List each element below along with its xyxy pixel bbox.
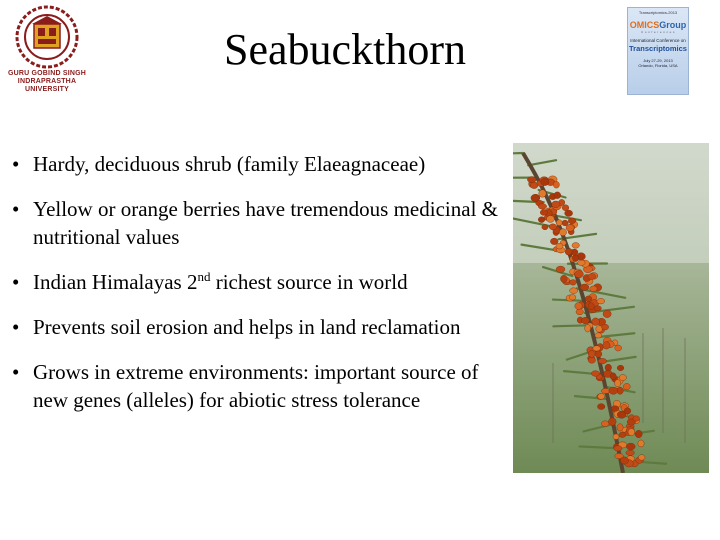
berry bbox=[591, 371, 599, 377]
bullet-text: Grows in extreme environments: important source of new genes (alleles) for abiotic stress tolerance bbox=[33, 360, 479, 412]
berry bbox=[595, 333, 602, 338]
berry bbox=[619, 375, 626, 381]
bullet-dot: • bbox=[12, 315, 20, 339]
berry bbox=[590, 286, 597, 292]
berry bbox=[602, 324, 609, 330]
berry bbox=[597, 404, 604, 410]
berry bbox=[611, 406, 619, 412]
conference-line1: International Conference on bbox=[630, 38, 686, 43]
berry bbox=[603, 342, 610, 349]
berry bbox=[578, 260, 586, 265]
berry bbox=[619, 432, 626, 437]
conference-date: July 27-29, 2013 bbox=[643, 58, 673, 63]
berry bbox=[608, 418, 616, 426]
berry bbox=[635, 430, 642, 437]
berry bbox=[598, 358, 607, 363]
bullet-list bbox=[12, 150, 502, 431]
berry-branch-image bbox=[513, 143, 709, 473]
berry bbox=[538, 217, 545, 223]
berry bbox=[588, 357, 595, 363]
bullet-item bbox=[12, 150, 502, 178]
bullet-text-pre: Indian Himalayas 2 bbox=[33, 270, 198, 294]
berry bbox=[556, 220, 562, 226]
conference-place: Orlando, Florida, USA bbox=[638, 63, 678, 68]
berry bbox=[582, 317, 590, 324]
brand-omics: OMICS bbox=[629, 20, 660, 30]
berry bbox=[549, 224, 556, 230]
berry bbox=[597, 298, 605, 304]
berry bbox=[614, 446, 622, 451]
berry bbox=[542, 225, 548, 230]
berry bbox=[580, 284, 589, 290]
berry bbox=[638, 440, 644, 447]
berry bbox=[562, 205, 569, 211]
berry bbox=[541, 178, 549, 185]
berry bbox=[531, 194, 540, 201]
berry bbox=[527, 177, 536, 183]
university-name-line1: GURU GOBIND SINGH bbox=[7, 70, 87, 77]
berry bbox=[572, 242, 579, 248]
berry bbox=[552, 201, 560, 208]
berry bbox=[623, 383, 630, 389]
bullet-item bbox=[12, 313, 502, 341]
berry bbox=[595, 351, 602, 358]
berry bbox=[626, 443, 635, 450]
berry bbox=[556, 266, 565, 272]
berry bbox=[633, 416, 640, 421]
university-name-line3: UNIVERSITY bbox=[24, 86, 69, 93]
berry bbox=[547, 216, 555, 223]
berry bbox=[572, 255, 578, 262]
berry bbox=[570, 280, 577, 286]
university-logo bbox=[4, 4, 90, 96]
bullet-dot: • bbox=[12, 360, 20, 384]
berry bbox=[565, 210, 573, 216]
slide-title: Seabuckthorn bbox=[224, 25, 466, 74]
berry bbox=[585, 296, 592, 302]
bullet-dot: • bbox=[12, 270, 20, 294]
berry bbox=[559, 229, 566, 236]
berry bbox=[550, 238, 558, 244]
berry bbox=[601, 421, 609, 427]
leaf bbox=[553, 325, 588, 326]
berry bbox=[610, 373, 616, 380]
bullet-text-post: richest source in world bbox=[210, 270, 408, 294]
berry bbox=[560, 275, 567, 282]
berry bbox=[626, 450, 635, 455]
berry bbox=[609, 387, 618, 394]
berry bbox=[638, 455, 645, 461]
berry bbox=[615, 380, 621, 387]
berry bbox=[593, 346, 601, 351]
berry bbox=[596, 326, 603, 333]
berry bbox=[565, 249, 572, 255]
university-name-line2: INDRAPRASTHA bbox=[17, 78, 77, 85]
berry bbox=[628, 429, 635, 436]
bullet-dot: • bbox=[12, 152, 20, 176]
conference-line2: Transcriptomics bbox=[629, 44, 687, 53]
bullet-text: Hardy, deciduous shrub (family Elaeagnaceae) bbox=[33, 152, 426, 176]
brand-group: Group bbox=[659, 20, 687, 30]
bullet-superscript: nd bbox=[197, 269, 211, 284]
conference-top-text: Transcriptomics-2013 bbox=[638, 10, 678, 15]
berry bbox=[554, 192, 561, 199]
berry bbox=[617, 365, 624, 371]
berry bbox=[603, 310, 611, 317]
berry bbox=[620, 457, 628, 464]
berry bbox=[598, 393, 605, 399]
conference-sub: C o n f e r e n c e s bbox=[641, 30, 675, 34]
bullet-dot: • bbox=[12, 197, 20, 221]
bullet-item bbox=[12, 358, 502, 414]
conference-brand bbox=[628, 20, 688, 30]
bullet-text: Yellow or orange berries have tremendous medicinal & nutritional values bbox=[33, 197, 498, 249]
berry bbox=[613, 434, 619, 440]
berry bbox=[570, 288, 578, 294]
berry bbox=[576, 309, 583, 315]
berry bbox=[592, 318, 600, 325]
conference-logo bbox=[627, 7, 689, 95]
berry bbox=[539, 190, 546, 198]
bullet-item bbox=[12, 268, 502, 296]
berry bbox=[566, 224, 574, 231]
berry bbox=[617, 424, 623, 431]
berry bbox=[585, 324, 591, 332]
berry bbox=[615, 345, 622, 351]
berry bbox=[575, 270, 584, 278]
berry bbox=[605, 364, 612, 371]
berry bbox=[588, 303, 594, 310]
berry bbox=[538, 204, 546, 210]
berry bbox=[575, 302, 582, 309]
berry bbox=[569, 295, 576, 301]
berry bbox=[624, 408, 631, 414]
seabuckthorn-photo bbox=[513, 143, 709, 473]
berry bbox=[588, 351, 595, 358]
bullet-item bbox=[12, 195, 502, 251]
university-emblem-icon bbox=[14, 4, 80, 70]
berry bbox=[594, 306, 601, 311]
berry bbox=[588, 274, 596, 280]
berry bbox=[540, 210, 547, 216]
bullet-text: Prevents soil erosion and helps in land reclamation bbox=[33, 315, 461, 339]
berry bbox=[553, 181, 559, 188]
berry bbox=[568, 218, 576, 224]
